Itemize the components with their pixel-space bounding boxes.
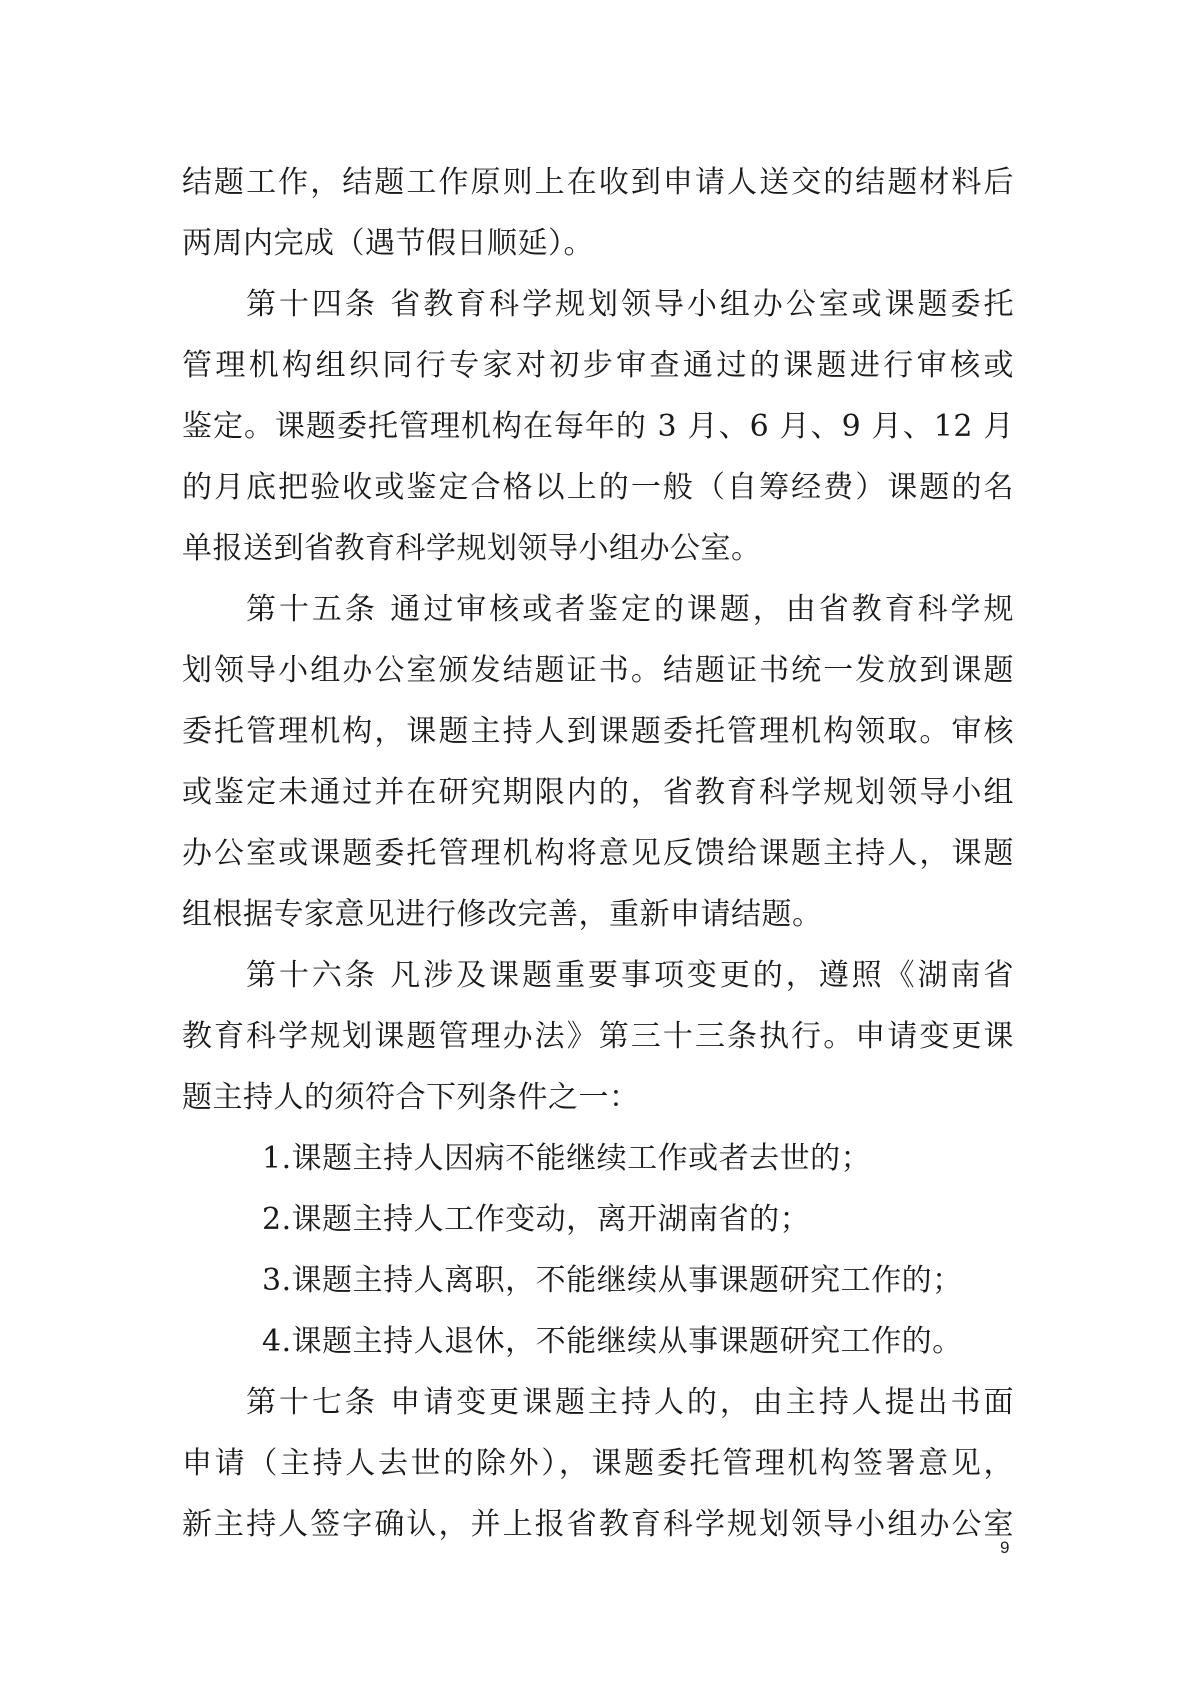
article-16-start: 第十六条 凡涉及课题重要事项变更的，遵照《湖南省 <box>246 958 1014 993</box>
text-line: 委托管理机构，课题主持人到课题委托管理机构领取。审核 <box>182 714 1014 749</box>
body-text <box>182 152 1014 1555</box>
condition-item-4: 4.课题主持人退休，不能继续从事课题研究工作的。 <box>262 1324 963 1359</box>
text-line: 结题工作，结题工作原则上在收到申请人送交的结题材料后 <box>182 165 1014 200</box>
page-number: 9 <box>1000 1538 1010 1557</box>
text-line: 或鉴定未通过并在研究期限内的，省教育科学规划领导小组 <box>182 775 1014 810</box>
condition-item-1: 1.课题主持人因病不能继续工作或者去世的； <box>262 1141 872 1176</box>
article-15-start: 第十五条 通过审核或者鉴定的课题，由省教育科学规 <box>246 592 1014 627</box>
text-line: 办公室或课题委托管理机构将意见反馈给课题主持人，课题 <box>182 836 1014 871</box>
text-line: 申请（主持人去世的除外），课题委托管理机构签署意见， <box>182 1446 1014 1481</box>
text-line: 划领导小组办公室颁发结题证书。结题证书统一发放到课题 <box>182 653 1014 688</box>
text-line: 题主持人的须符合下列条件之一： <box>182 1080 640 1115</box>
text-line: 教育科学规划课题管理办法》第三十三条执行。申请变更课 <box>182 1019 1014 1054</box>
condition-item-3: 3.课题主持人离职，不能继续从事课题研究工作的； <box>262 1263 963 1298</box>
text-line: 鉴定。课题委托管理机构在每年的 3 月、6 月、9 月、12 月 <box>182 409 1014 444</box>
article-17-start: 第十七条 申请变更课题主持人的，由主持人提出书面 <box>246 1385 1014 1420</box>
text-line: 新主持人签字确认，并上报省教育科学规划领导小组办公室 <box>182 1507 1014 1542</box>
text-line: 单报送到省教育科学规划领导小组办公室。 <box>182 531 762 566</box>
text-line: 的月底把验收或鉴定合格以上的一般（自筹经费）课题的名 <box>182 470 1014 505</box>
text-line: 管理机构组织同行专家对初步审查通过的课题进行审核或 <box>182 348 1014 383</box>
text-line: 两周内完成（遇节假日顺延）。 <box>182 226 594 261</box>
text-line: 组根据专家意见进行修改完善，重新申请结题。 <box>182 897 823 932</box>
condition-item-2: 2.课题主持人工作变动，离开湖南省的； <box>262 1202 811 1237</box>
article-14-start: 第十四条 省教育科学规划领导小组办公室或课题委托 <box>246 287 1014 322</box>
